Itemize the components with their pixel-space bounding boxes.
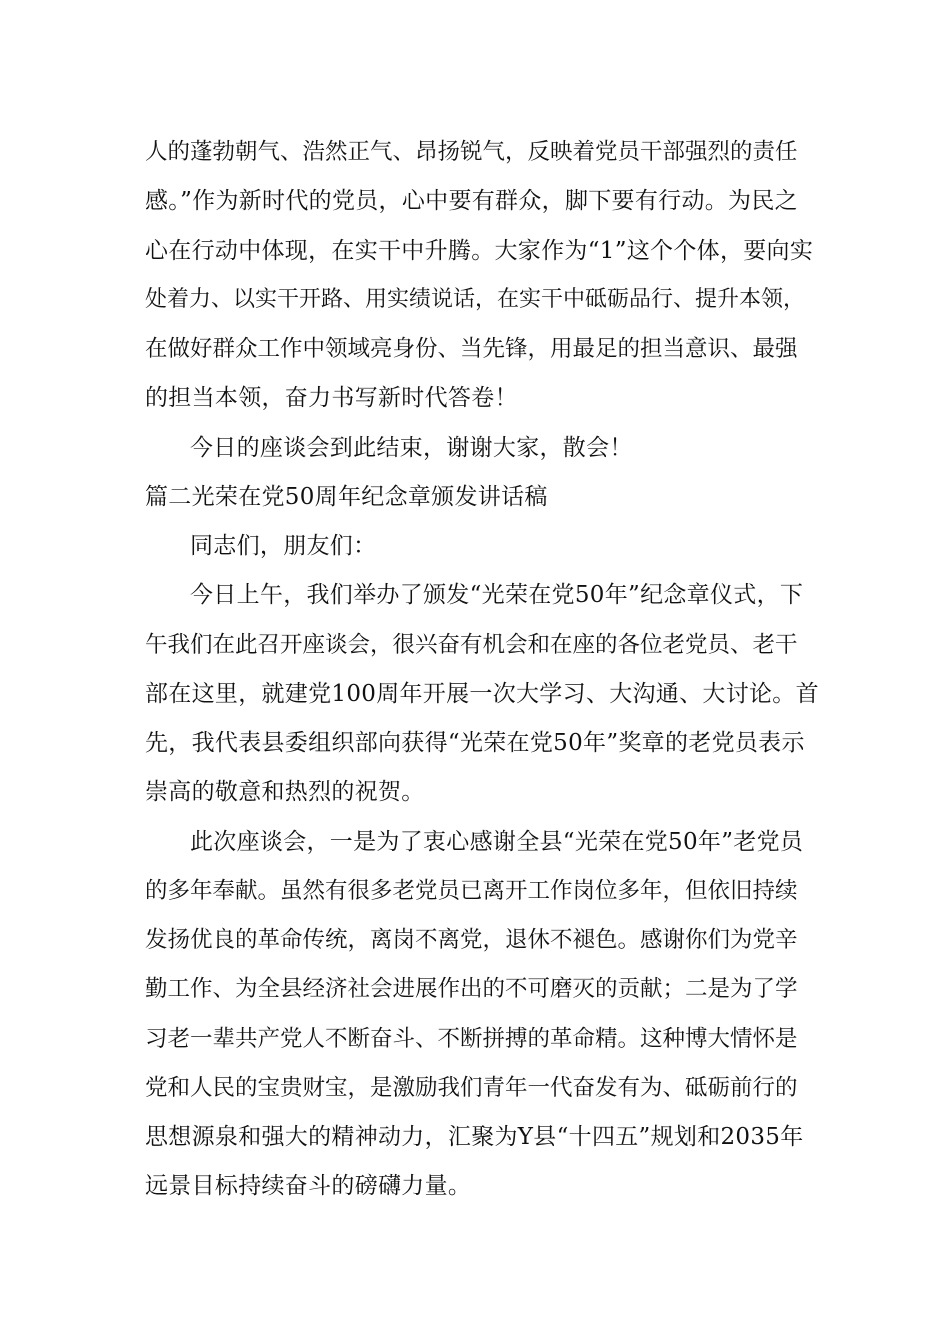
body-text-line: 先，我代表县委组织部向获得“光荣在党50年”奖章的老党员表示 [145,730,805,756]
salutation: 同志们，朋友们： [190,533,377,559]
body-text-line: 处着力、以实干开路、用实绩说话，在实干中砥砺品行、提升本领， [145,287,806,312]
body-text-line: 今日上午，我们举办了颁发“光荣在党50年”纪念章仪式，下 [190,582,804,608]
body-text-line: 的多年奉献。虽然有很多老党员已离开工作岗位多年，但依旧持续 [145,878,798,904]
body-text-line: 感。”作为新时代的党员，心中要有群众，脚下要有行动。为民之 [145,188,798,214]
body-text-line: 发扬优良的革命传统，离岗不离党，退休不褪色。感谢你们为党辛 [145,927,798,953]
body-text-line: 崇高的敬意和热烈的祝贺。 [145,779,425,805]
body-text-line: 的担当本领，奋力书写新时代答卷！ [145,385,518,411]
body-text-line: 午我们在此召开座谈会，很兴奋有机会和在座的各位老党员、老干 [145,632,798,658]
body-text-line: 勤工作、为全县经济社会进展作出的不可磨灭的贡献；二是为了学 [145,976,798,1002]
closing-line: 今日的座谈会到此结束，谢谢大家，散会！ [190,435,633,461]
body-text-line: 思想源泉和强大的精神动力，汇聚为Y县“十四五”规划和2035年 [145,1124,804,1150]
body-text-line: 在做好群众工作中领域亮身份、当先锋，用最足的担当意识、最强 [145,336,798,362]
body-text-line: 人的蓬勃朝气、浩然正气、昂扬锐气，反映着党员干部强烈的责任 [145,139,798,165]
body-text-line: 部在这里，就建党100周年开展一次大学习、大沟通、大讨论。首 [145,681,819,707]
body-text-line: 此次座谈会，一是为了衷心感谢全县“光荣在党50年”老党员 [190,829,804,855]
body-text-line: 习老一辈共产党人不断奋斗、不断拼搏的革命精。这种博大情怀是 [145,1026,798,1052]
section-heading: 篇二光荣在党50周年纪念章颁发讲话稿 [145,484,548,510]
body-text-line: 远景目标持续奋斗的磅礴力量。 [145,1173,472,1199]
body-text-line: 党和人民的宝贵财宝，是激励我们青年一代奋发有为、砥砺前行的 [145,1075,798,1101]
body-text-line: 心在行动中体现，在实干中升腾。大家作为“1”这个个体，要向实 [145,238,814,264]
